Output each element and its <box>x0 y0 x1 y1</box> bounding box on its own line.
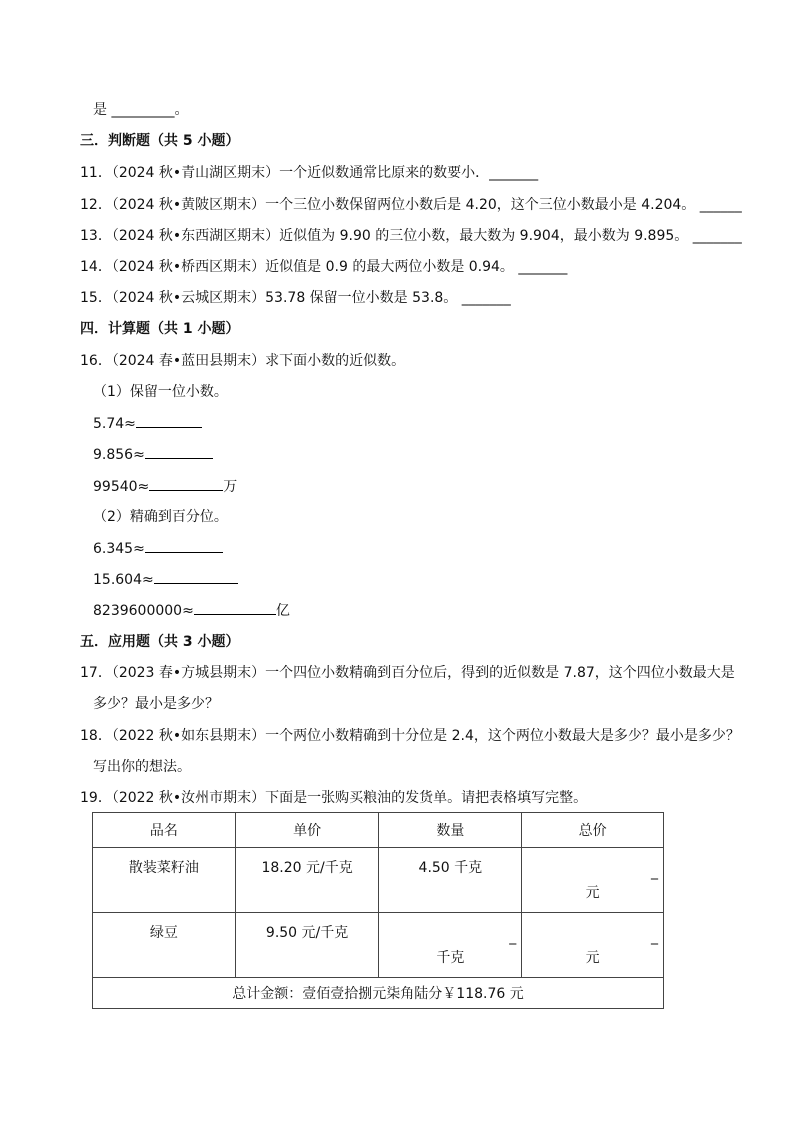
question-16: 16．（2024 春•蓝田县期末）求下面小数的近似数。 <box>80 353 406 369</box>
total-price-answer-cell[interactable] <box>522 913 664 978</box>
quantity-cell: 4.50 千克 <box>379 848 522 913</box>
question-13: 13．（2024 秋•东西湖区期末）近似值为 9.90 的三位小数，最大数为 9.904，最小数为 9.895。 _______ <box>80 228 742 244</box>
approx-item <box>93 445 213 464</box>
approx-item <box>93 601 290 620</box>
grand-total: 总计金额：壹佰壹拾捌元柒角陆分￥118.76 元 <box>93 978 664 1009</box>
approx-expression: 8239600000≈ <box>93 603 194 619</box>
header-total-price: 总价 <box>522 813 664 848</box>
top-fragment: 是 _________。 <box>93 102 189 118</box>
answer-blank[interactable]: _ <box>509 929 517 945</box>
header-quantity: 数量 <box>379 813 522 848</box>
approx-item <box>93 414 202 433</box>
approx-unit: 万 <box>223 479 238 495</box>
invoice-total-row <box>93 978 664 1009</box>
question-15: 15．（2024 秋•云城区期末）53.78 保留一位小数是 53.8。 _______ <box>80 290 511 306</box>
section5-heading: 五．应用题（共 3 小题） <box>80 634 240 650</box>
section4-heading: 四．计算题（共 1 小题） <box>80 321 240 337</box>
question-12: 12．（2024 秋•黄陂区期末）一个三位小数保留两位小数后是 4.20，这个三位小数最小是 4.204。 ______ <box>80 197 742 213</box>
approx-expression: 6.345≈ <box>93 541 145 557</box>
unit-price-cell: 18.20 元/千克 <box>235 848 379 913</box>
answer-blank[interactable] <box>145 539 223 553</box>
question-17-line2: 多少？最小是多少？ <box>93 696 219 712</box>
approx-unit: 亿 <box>275 603 290 619</box>
approx-item <box>93 539 223 558</box>
approx-expression: 5.74≈ <box>93 416 136 432</box>
total-price-answer-cell[interactable] <box>522 848 664 913</box>
approx-expression: 9.856≈ <box>93 447 145 463</box>
invoice-header-row <box>93 813 664 848</box>
header-unit-price: 单价 <box>235 813 379 848</box>
answer-blank[interactable]: _ <box>651 864 658 880</box>
question-18-line1: 18．（2022 秋•如东县期末）一个两位小数精确到十分位是 2.4，这个两位小数最大是多少？最小是多少？ <box>80 728 740 744</box>
header-product: 品名 <box>93 813 236 848</box>
section3-heading: 三．判断题（共 5 小题） <box>80 133 240 149</box>
question-19: 19．（2022 秋•汝州市期末）下面是一张购买粮油的发货单。请把表格填写完整。 <box>80 790 588 806</box>
answer-unit: 千克 <box>436 950 465 966</box>
answer-unit: 元 <box>585 950 600 966</box>
answer-blank[interactable] <box>145 445 213 459</box>
question-18-line2: 写出你的想法。 <box>93 759 191 775</box>
invoice-row <box>93 848 664 913</box>
answer-blank[interactable] <box>154 570 238 584</box>
approx-expression: 99540≈ <box>93 479 150 495</box>
answer-blank[interactable] <box>136 414 202 428</box>
answer-unit: 元 <box>585 885 600 901</box>
product-name-cell: 绿豆 <box>93 913 236 978</box>
question-14: 14．（2024 秋•桥西区期末）近似值是 0.9 的最大两位小数是 0.94。 _______ <box>80 259 568 275</box>
invoice-row <box>93 913 664 978</box>
approx-item <box>93 477 237 496</box>
part2-label: （2）精确到百分位。 <box>93 509 228 525</box>
question-11: 11．（2024 秋•青山湖区期末）一个近似数通常比原来的数要小．_______ <box>80 165 539 181</box>
quantity-answer-cell[interactable] <box>379 913 522 978</box>
answer-blank[interactable] <box>194 601 276 615</box>
answer-blank[interactable] <box>149 477 223 491</box>
approx-item <box>93 570 238 589</box>
part1-label: （1）保留一位小数。 <box>93 384 228 400</box>
answer-blank[interactable]: _ <box>651 929 658 945</box>
product-name-cell: 散装菜籽油 <box>93 848 236 913</box>
question-17-line1: 17．（2023 春•方城县期末）一个四位小数精确到百分位后，得到的近似数是 7.87，这个四位小数最大是 <box>80 665 735 681</box>
unit-price-cell: 9.50 元/千克 <box>235 913 379 978</box>
invoice-table <box>92 812 664 1009</box>
approx-expression: 15.604≈ <box>93 572 154 588</box>
